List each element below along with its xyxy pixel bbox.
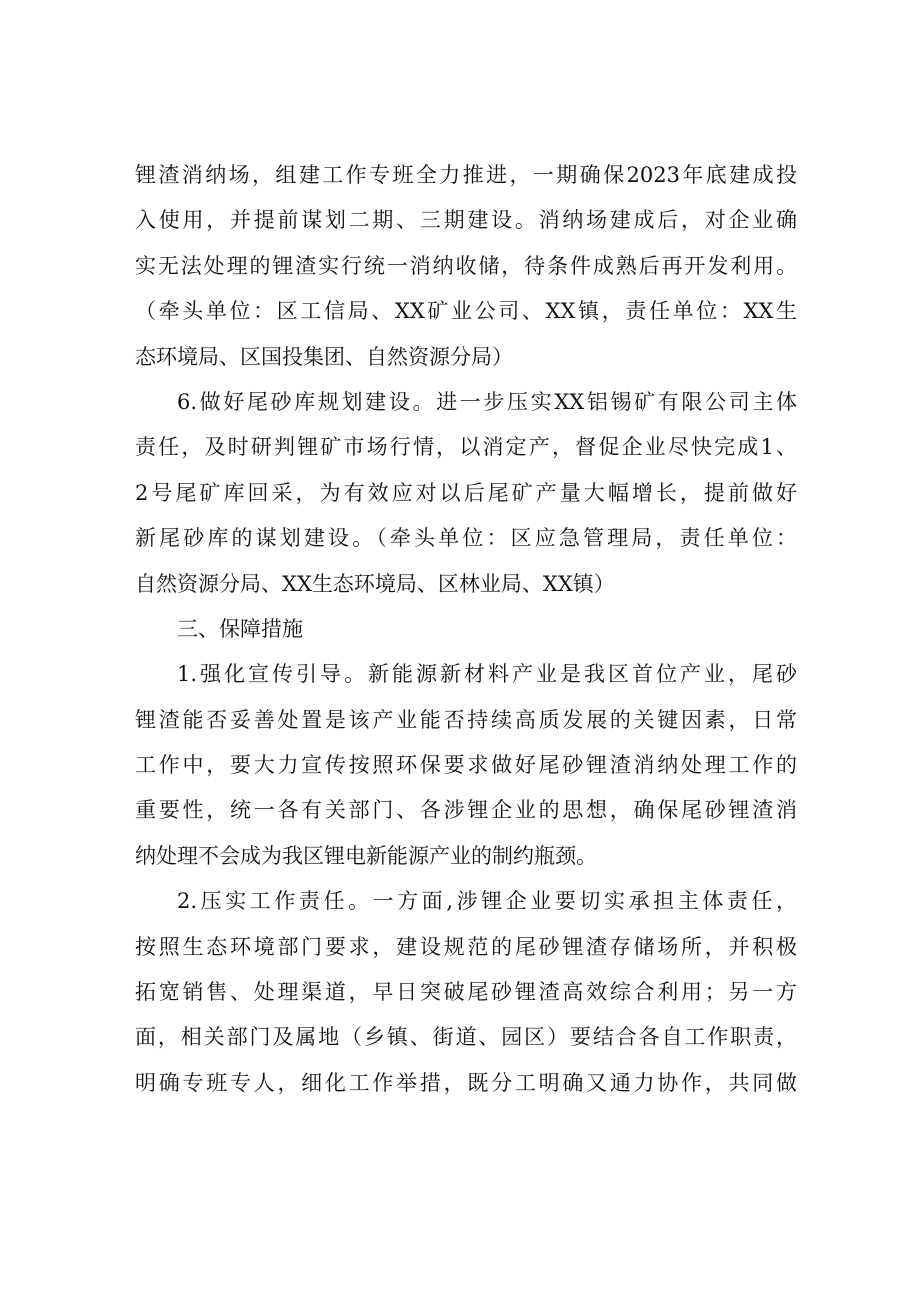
text-line: 责任，及时研判锂矿市场行情，以消定产，督促企业尽快完成1、 xyxy=(135,435,797,460)
text-line: 实无法处理的锂渣实行统一消纳收储，待条件成熟后再开发利用。 xyxy=(135,253,797,278)
section-heading: 三、保障措施 xyxy=(177,616,303,641)
text-line: 锂渣能否妥善处置是该产业能否持续高质发展的关键因素，日常 xyxy=(135,707,797,732)
text-line: 拓宽销售、处理渠道，早日突破尾砂锂渣高效综合利用；另一方 xyxy=(135,980,797,1005)
text-line: （牵头单位：区工信局、XX矿业公司、XX镇，责任单位：XX生 xyxy=(135,299,797,324)
text-line: 入使用，并提前谋划二期、三期建设。消纳场建成后，对企业确 xyxy=(135,208,797,233)
text-line: 纳处理不会成为我区锂电新能源产业的制约瓶颈。 xyxy=(135,843,597,868)
text-line: 锂渣消纳场，组建工作专班全力推进，一期确保2023年底建成投 xyxy=(135,163,797,187)
paragraph-first-line: 2.压实工作责任。一方面,涉锂企业要切实承担主体责任， xyxy=(177,889,797,914)
text-line: 按照生态环境部门要求，建设规范的尾砂锂渣存储场所，并积极 xyxy=(135,934,797,959)
text-line: 重要性，统一各有关部门、各涉锂企业的思想，确保尾砂锂渣消 xyxy=(135,798,797,823)
text-line: 态环境局、区国投集团、自然资源分局） xyxy=(135,344,513,369)
paragraph-first-line: 6.做好尾砂库规划建设。进一步压实XX铝锡矿有限公司主体 xyxy=(177,389,797,414)
text-line: 面，相关部门及属地（乡镇、街道、园区）要结合各自工作职责， xyxy=(135,1025,797,1050)
text-line: 工作中，要大力宣传按照环保要求做好尾砂锂渣消纳处理工作的 xyxy=(135,753,797,778)
paragraph-first-line: 1.强化宣传引导。新能源新材料产业是我区首位产业，尾砂 xyxy=(177,662,797,687)
text-line: 自然资源分局、XX生态环境局、区林业局、XX镇） xyxy=(135,571,615,596)
text-line: 明确专班专人，细化工作举措，既分工明确又通力协作，共同做 xyxy=(135,1070,797,1095)
document-body xyxy=(135,153,797,1106)
text-line: 2号尾矿库回采，为有效应对以后尾矿产量大幅增长，提前做好 xyxy=(135,480,797,505)
text-line: 新尾砂库的谋划建设。（牵头单位：区应急管理局，责任单位： xyxy=(135,526,797,551)
